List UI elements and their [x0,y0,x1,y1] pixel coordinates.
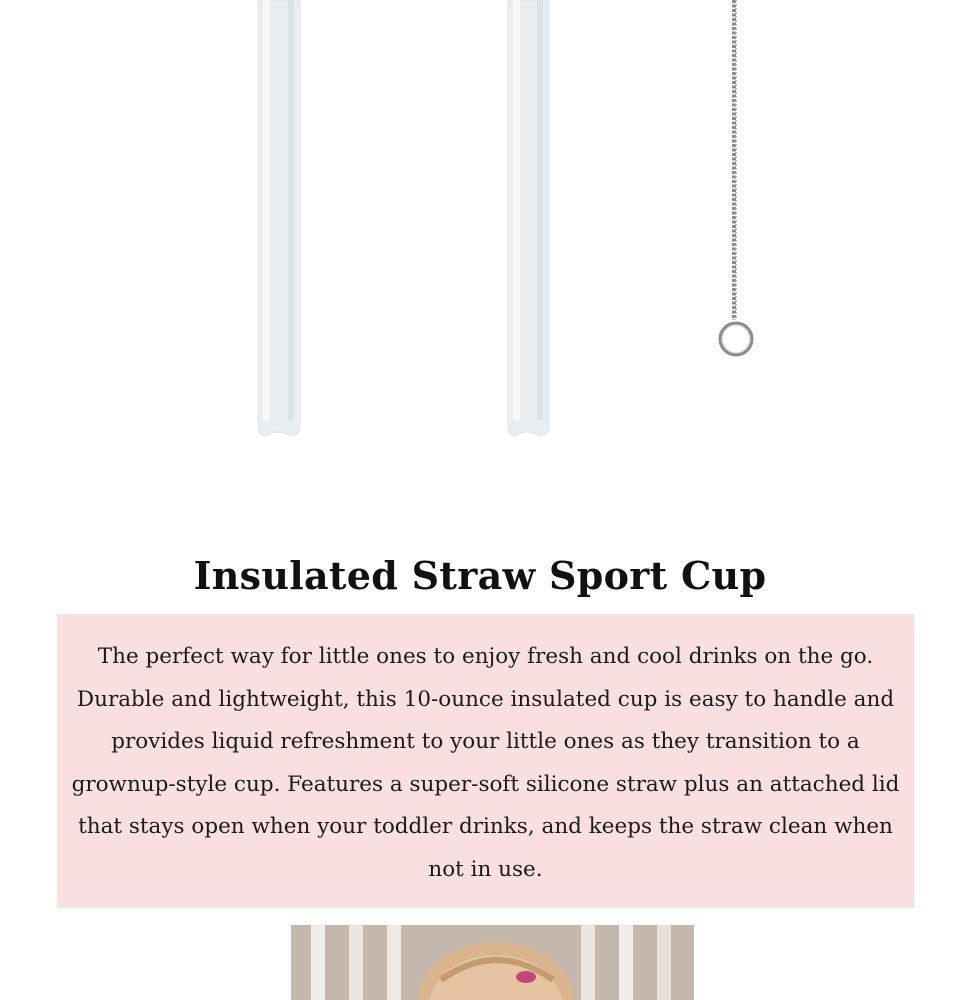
product-image [0,0,960,470]
description-box [57,614,914,908]
cleaning-brush [720,0,752,355]
straw-left [258,0,300,436]
product-title: Insulated Straw Sport Cup [193,553,767,598]
straw-right [508,0,549,436]
product-description: The perfect way for little ones to enjoy fresh and cool drinks on the go. Durable and lightweight, this 10-ounce insulated cup is easy to handle and provides liquid refreshment to your little ones as they transition to a grownup-style cup. Features a super-soft silicone straw plus an attached lid that stays open when your toddler drinks, and keeps the straw clean when not in use. [71,644,900,882]
lifestyle-photo [291,925,694,1000]
